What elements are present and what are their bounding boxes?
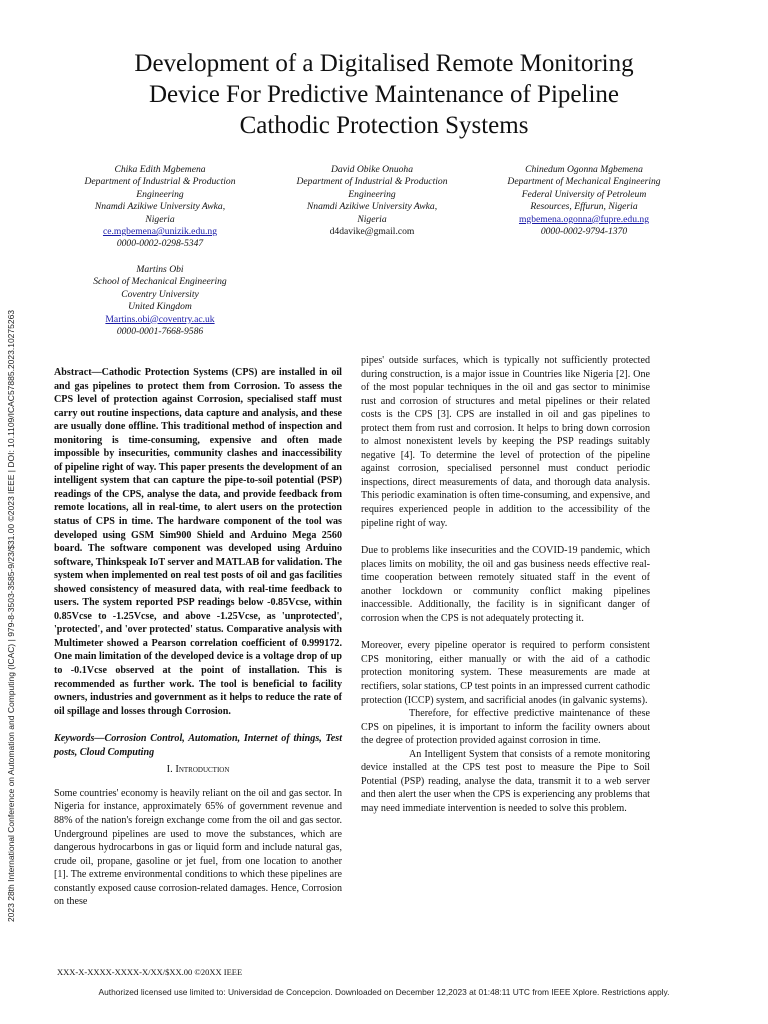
author-affiliation: Engineering <box>348 188 396 200</box>
body-paragraph: An Intelligent System that consists of a remote monitoring device installed at the CPS test post to measure the Pipe to Soil Potential (PSP) reading, analyse the data, transmit it to a web server and then alert the user when the CPS is experiencing any problems that may need immediate intervention is needed to solve this problem. <box>361 748 650 814</box>
body-paragraph: Due to problems like insecurities and the COVID-19 pandemic, which places limits on mobility, the oil and gas business needs effective real-time cooperation between remotely situated staff in the event of another lockdown or community conflict making pipelines inaccessible. Additionally, the facility is in significant danger of corrosion when the CPS is not adequately protecting it. <box>361 545 650 624</box>
author-affiliation: Resources, Effurun, Nigeria <box>530 201 638 213</box>
author-email-link[interactable]: Martins.obi@coventry.ac.uk <box>105 313 215 325</box>
author-orcid: 0000-0002-0298-5347 <box>116 238 204 250</box>
keywords: Keywords—Corrosion Control, Automation, Internet of things, Test posts, Cloud Computing <box>54 733 342 758</box>
ieee-footer-code: XXX-X-XXXX-XXXX-X/XX/$XX.00 ©20XX IEEE <box>57 967 243 977</box>
title-line-2: Device For Predictive Maintenance of Pipeline <box>149 81 619 108</box>
conference-doi-text: 2023 28th International Conference on Automation and Computing (ICAC) | 979-8-3503-3585-9/23/$31.00 ©2023 IEEE | DOI: 10.1109/ICAC57885.2023.10275263 <box>6 309 16 923</box>
author-block-3 <box>466 164 702 238</box>
section-heading <box>54 763 342 777</box>
paper-title <box>30 48 738 141</box>
author-affiliation: Department of Mechanical Engineering <box>507 176 661 188</box>
section-number: I. <box>166 764 173 776</box>
author-block-2 <box>262 164 482 238</box>
author-orcid: 0000-0001-7668-9586 <box>116 326 204 338</box>
intro-paragraph: Some countries' economy is heavily reliant on the oil and gas sector. In Nigeria for instance, approximately 65% of government revenue and 88% of the nation's foreign exchange come from the oil and gas sector. Underground pipelines are used to move the substances, which are dangerous hydrocarbons in gas or liquid form and include natural gas, crude oil, propane, gasoline or jet fuel, from one location to another [1]. The extreme environmental conditions to which these pipelines are constantly exposed cause corrosion-related damages. Hence, Corrosion on these <box>54 787 342 908</box>
author-block-1 <box>50 164 270 251</box>
title-line-3: Cathodic Protection Systems <box>239 112 529 139</box>
right-column <box>361 354 650 816</box>
author-affiliation: Nigeria <box>357 213 387 225</box>
author-affiliation: Federal University of Petroleum <box>521 188 647 200</box>
author-email-link[interactable]: ce.mgbemena@unizik.edu.ng <box>102 226 218 238</box>
conference-sidebar <box>2 260 20 980</box>
author-email-link[interactable]: mgbemena.ogonna@fupre.edu.ng <box>518 213 650 225</box>
body-paragraph: Moreover, every pipeline operator is required to perform consistent CPS monitoring, either manually or with the aid of a cathodic protection monitoring system. These measurements are made at rectifiers, solar stations, CP test points in an impressed current cathodic protection (ICCP) system, and sacrificial anodes (in galvanic systems). <box>361 640 650 706</box>
author-affiliation: Department of Industrial & Production <box>84 176 236 188</box>
author-affiliation: Department of Industrial & Production <box>296 176 448 188</box>
author-affiliation: School of Mechanical Engineering <box>93 276 227 288</box>
title-line-1: Development of a Digitalised Remote Monitoring <box>134 50 634 77</box>
left-column <box>54 366 342 909</box>
author-affiliation: Nnamdi Azikiwe University Awka, <box>94 201 226 213</box>
author-affiliation: Nigeria <box>145 213 175 225</box>
author-name: David Obike Onuoha <box>330 164 414 175</box>
author-orcid: 0000-0002-9794-1370 <box>540 226 628 238</box>
author-name: Chinedum Ogonna Mgbemena <box>525 164 643 175</box>
body-paragraph: Therefore, for effective predictive maintenance of these CPS on pipelines, it is important to inform the facility owners about the degree of protection provided against corrosion in time. <box>361 708 650 747</box>
author-affiliation: Nnamdi Azikiwe University Awka, <box>306 201 438 213</box>
author-affiliation: Engineering <box>136 188 184 200</box>
author-email: d4davike@gmail.com <box>329 226 415 238</box>
author-affiliation: United Kingdom <box>128 301 192 313</box>
author-block-4 <box>50 264 270 338</box>
author-affiliation: Coventry University <box>121 288 199 300</box>
author-name: Martins Obi <box>136 264 184 275</box>
author-name: Chika Edith Mgbemena <box>114 164 206 175</box>
section-title: Introduction <box>175 764 230 776</box>
body-paragraph: pipes' outside surfaces, which is typically not sufficiently protected during construction, is a major issue in Countries like Nigeria [2]. One of the most popular techniques in the oil and gas sector to minimise rust and corrosion of structures and metal pipelines or their related costs is the CPS [3]. CPS are installed in oil and gas pipelines to protect them from rust and corrosion. It helps to bring down corrosion to almost nonexistent levels by keeping the PSP readings suitably negative [4]. To determine the level of protection of the pipeline against corrosion, specialised personnel must conduct periodic inspections, direct measurements of data, and thorough data analysis. This periodic examination is often time-consuming, and expensive, and requires experienced people in addition to the accessibility of the pipeline right of way. <box>361 355 650 529</box>
license-notice: Authorized licensed use limited to: Universidad de Concepcion. Downloaded on December 12,2023 at 01:48:11 UTC from IEEE Xplore. Restrictions apply. <box>98 987 670 997</box>
abstract: Abstract—Cathodic Protection Systems (CPS) are installed in oil and gas pipelines to protect them from Corrosion. To assess the CPS level of protection against Corrosion, specialised staff must carry out routine inspections, data capture and analysis, and these are usually done offline. This traditional method of inspection and monitoring is time-consuming, expensive and often made impossible by insecurities, community clashes and inaccessibility of pipeline right of way. This paper presents the development of an intelligent system that can capture the pipe-to-soil potential (PSP) readings of the CPS, analyse the data, and provide feedback from remote locations, all in real-time, to alert users on the protection status of CPS in time. The hardware component of the tool was developed using GSM Sim900 Shield and Arduino Mega 2560 board. The software component was developed using Arduino software, Thinkspeak IoT server and MATLAB for validation. The system when implemented on real test posts of oil and gas facilities showed consistency of measured data, with real-time feedback to users. The system reported PSP readings below -0.85Vcse, within 0.85Vcse to -1.25Vcse, and above -1.25Vcse, as 'unprotected', 'protected', and 'over protected' status. Comparative analysis with Multimeter showed a Pearson correlation coefficient of 0.999172. One main limitation of the developed device is a voltage drop of up to -0.1Vcse observed at the point of installation. This is recommended as further work. The tool is beneficial to facility owners, industries and government as it helps to reduce the rate of oil spillage and losses through Corrosion. <box>54 367 342 717</box>
